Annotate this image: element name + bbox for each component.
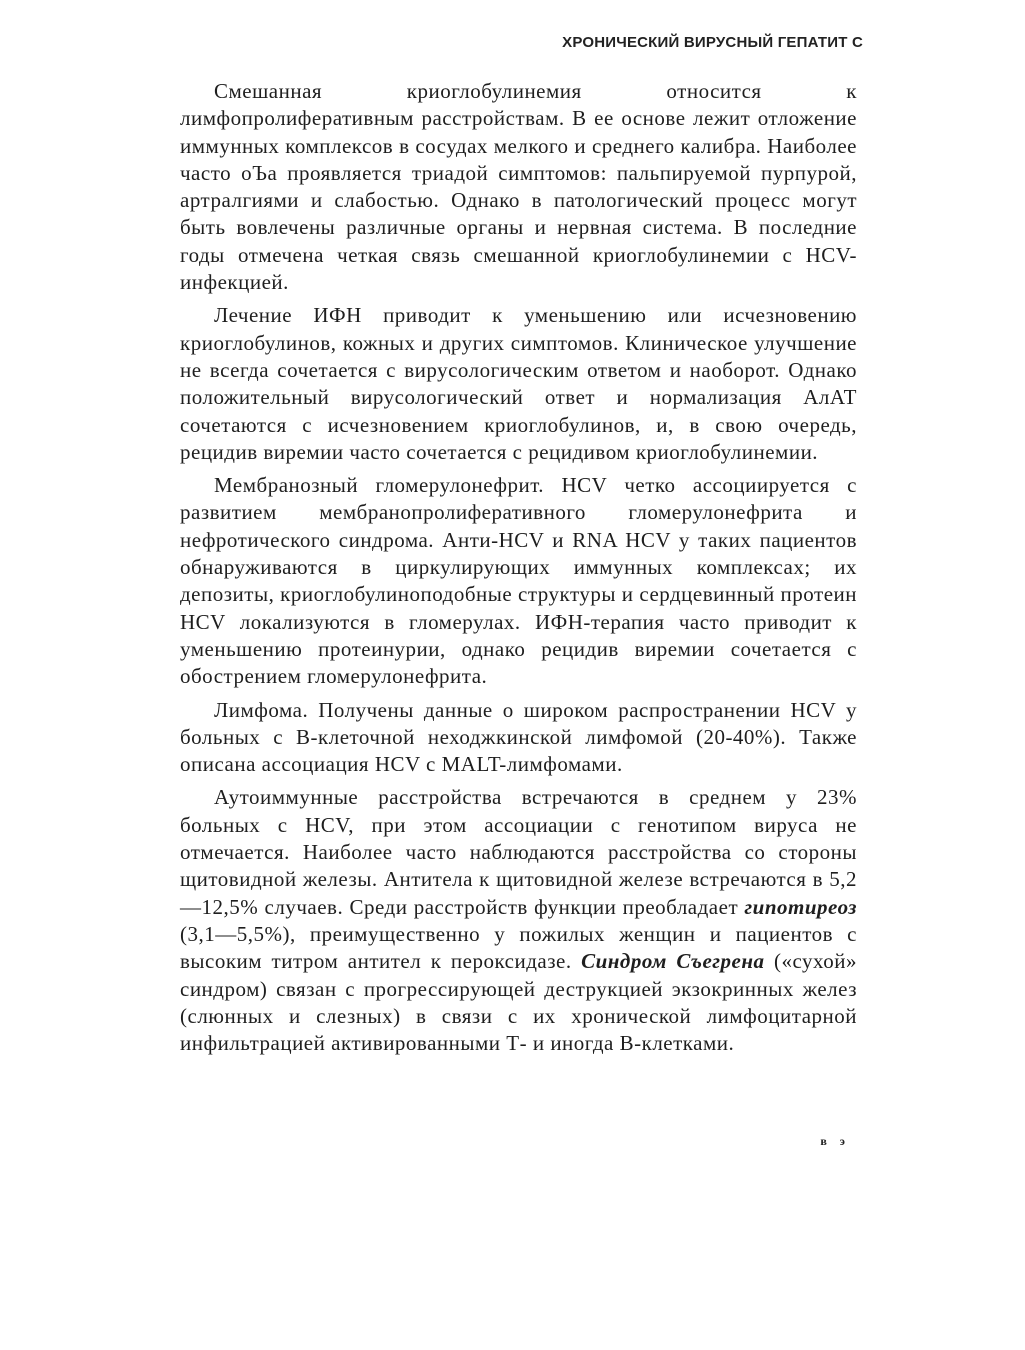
page-folio: в э xyxy=(820,1134,850,1148)
paragraph-glomerulonephritis: Мембранозный гломерулонефрит. HCV четко ассоциируется с развитием мембранопролиферативного гломерулонефрита и нефротического синдрома. Анти-HCV и RNA HCV у таких пациентов обнаруживаются в циркулирующих иммунных комплексах; их депозиты, криоглобулиноподобные структуры и сердцевинный протеин HCV локализуются в гломерулах. ИФН-терапия часто приводит к уменьшению протеинурии, однако рецидив виремии сочетается с обострением гломерулонефрита. xyxy=(180,473,857,689)
paragraph-text-segment: Аутоиммунные расстройства встречаются в среднем у 23% больных с HCV, при этом ассоциации с генотипом вируса не отмечается. Наиболее часто наблюдаются расстройства со стороны щитовидной железы. Антитела к щитовидной железе встречаются в 5,2—12,5% случаев. Среди расстройств функции преобладает xyxy=(180,785,857,919)
term-sjogren-syndrome: Синдром Съегрена xyxy=(581,949,765,974)
body-text xyxy=(180,78,857,1063)
paragraph-lymphoma: Лимфома. Получены данные о широком распространении HCV у больных с В-клеточной неходжкинской лимфомой (20-40%). Также описана ассоциация HCV с MALT-лимфомами. xyxy=(180,697,857,777)
paragraph-autoimmune xyxy=(180,784,857,1057)
paragraph-text-segment: («сухой» синдром) связан с прогрессирующей деструкцией экзокринных желез (слюнных и слезных) в связи с их хронической лимфоцитарной инфильтрацией активированными Т- и иногда В-клетками. xyxy=(180,949,857,1056)
paragraph-ifn-treatment: Лечение ИФН приводит к уменьшению или исчезновению криоглобулинов, кожных и других симптомов. Клиническое улучшение не всегда сочетается с вирусологическим ответом и наоборот. Однако положительный вирусологический ответ и нормализация АлАТ сочетаются с исчезновением криоглобулинов, и, в свою очередь, рецидив виремии часто сочетается с рецидивом криоглобулинемии. xyxy=(180,303,857,464)
term-hypothyroidism: гипотиреоз xyxy=(744,894,857,919)
paragraph-cryoglobulinemia: Смешанная криоглобулинемия относится к лимфопролиферативным расстройствам. В ее основе лежит отложение иммунных комплексов в сосудах мелкого и среднего калибра. Наиболее часто оЪа проявляется триадой симптомов: пальпируемой пурпурой, артралгиями и слабостью. Однако в патологический процесс могут быть вовлечены различные органы и нервная система. В последние годы отмечена четкая связь смешанной криоглобулинемии с HCV-инфекцией. xyxy=(180,79,857,295)
running-head: ХРОНИЧЕСКИЙ ВИРУСНЫЙ ГЕПАТИТ С xyxy=(562,34,863,51)
paragraph-text-segment: (3,1—5,5%), преимущественно у пожилых женщин и пациентов с высоким титром антител к пероксидазе. xyxy=(180,921,857,974)
